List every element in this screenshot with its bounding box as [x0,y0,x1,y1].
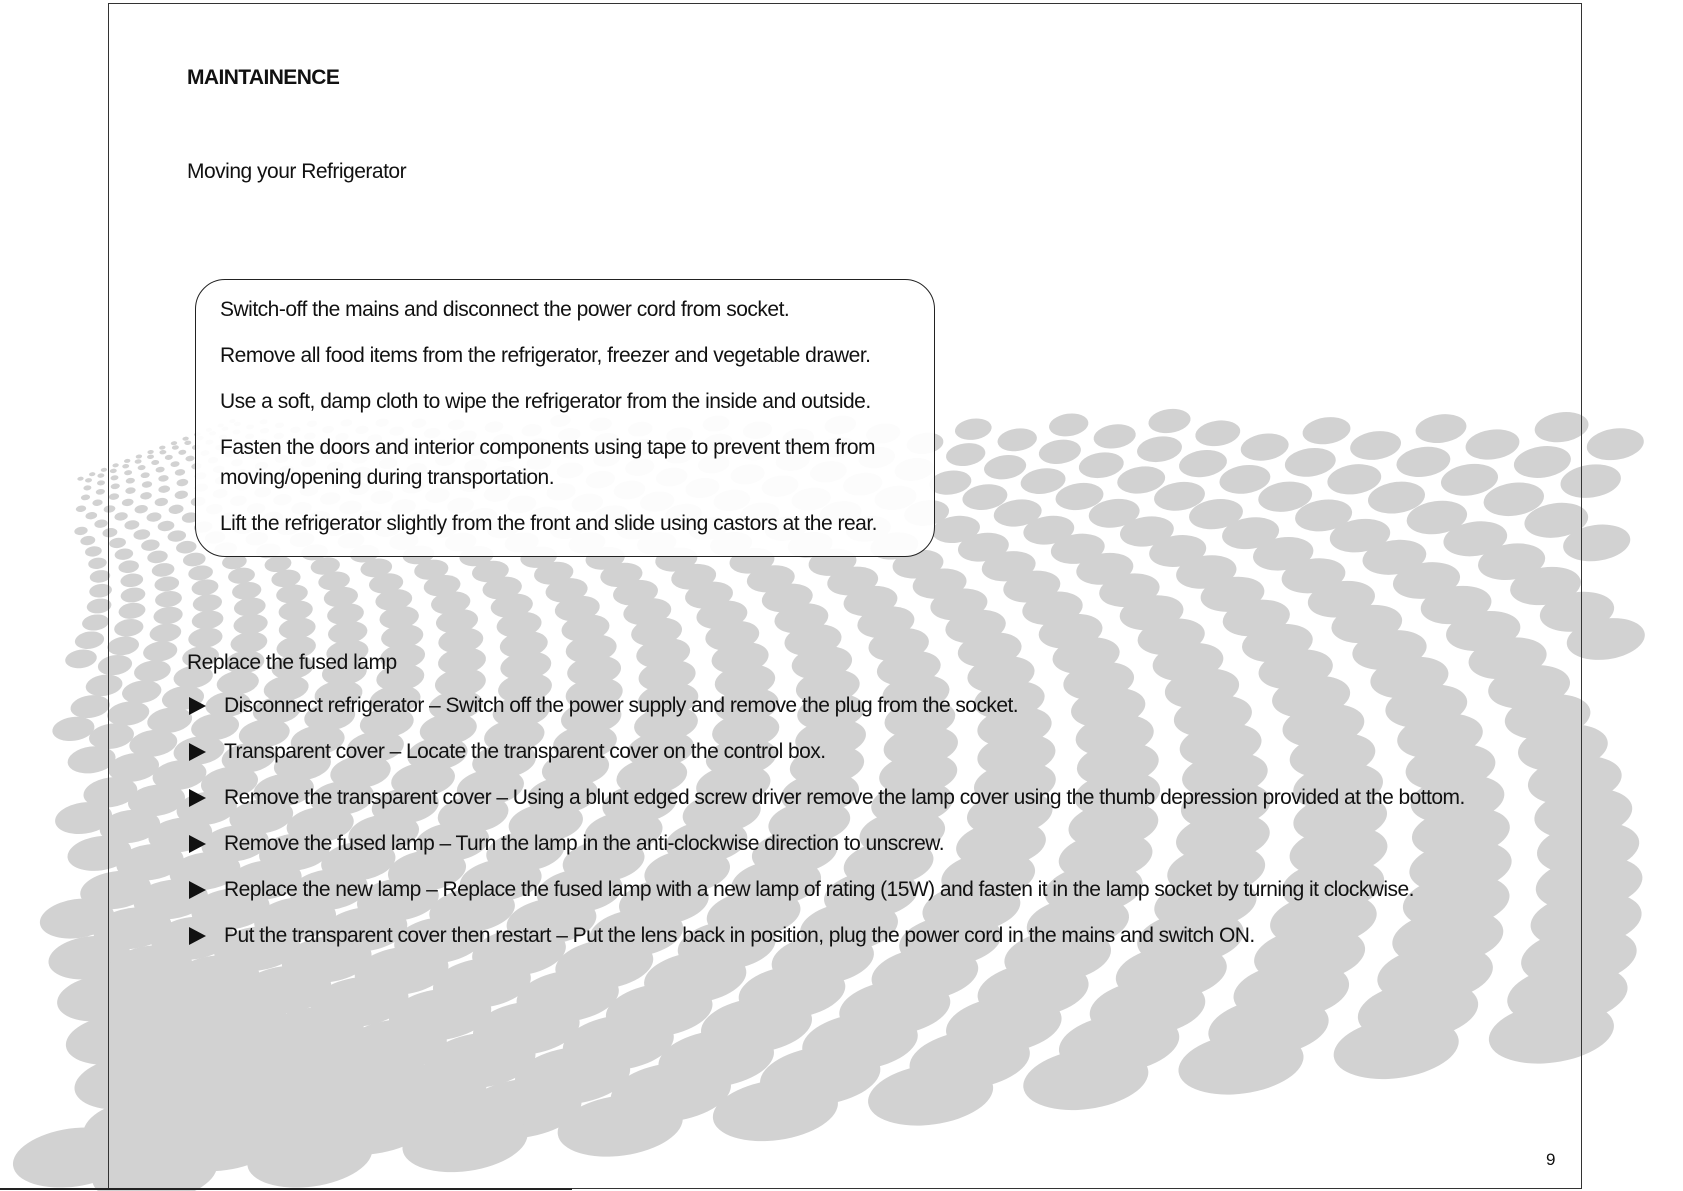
moving-section-title: Moving your Refrigerator [187,160,407,183]
triangle-right-icon [189,881,206,899]
halftone-dot [81,613,110,632]
bottom-rule [0,1188,572,1190]
triangle-right-icon [189,835,206,853]
halftone-dot [75,505,86,513]
halftone-dot [85,478,93,483]
lamp-step-text: Remove the transparent cover – Using a blunt edged screw driver remove the lamp cover using the thumb depression provided at the bottom. [224,786,1465,809]
halftone-dot [95,488,105,495]
moving-step-4-continued: moving/opening during transportation. [220,466,555,489]
halftone-dot [88,556,108,570]
halftone-dot [85,511,98,520]
halftone-dot [1585,425,1646,464]
moving-step-5: Lift the refrigerator slightly from the front and slide using castors at the rear. [220,512,878,535]
halftone-dot [84,545,102,557]
triangle-right-icon [189,743,206,761]
lamp-step-text: Replace the new lamp – Replace the fused lamp with a new lamp of rating (15W) and fasten it in the lamp socket by turning it clockwise. [224,878,1414,901]
halftone-dot [77,476,84,481]
halftone-dot [81,494,91,501]
halftone-dot [97,473,105,478]
triangle-right-icon [189,789,206,807]
triangle-right-icon [189,927,206,945]
moving-step-1: Switch-off the mains and disconnect the power cord from socket. [220,298,790,321]
moving-step-2: Remove all food items from the refrigerator, freezer and vegetable drawer. [220,344,871,367]
halftone-dot [83,485,92,491]
halftone-dot [97,480,106,486]
halftone-dot [100,467,107,472]
halftone-dot [89,472,96,477]
lamp-step-text: Put the transparent cover then restart – Put the lens back in position, plug the power cord in the mains and switch ON. [224,924,1255,947]
lamp-step-text: Remove the fused lamp – Turn the lamp in the anti-clockwise direction to unscrew. [224,832,944,855]
lamp-step-text: Disconnect refrigerator – Switch off the power supply and remove the plug from the socket. [224,694,1019,717]
triangle-right-icon [189,697,206,715]
halftone-dot [69,693,111,721]
halftone-dot [94,519,108,529]
moving-step-4: Fasten the doors and interior components using tape to prevent them from [220,436,876,459]
halftone-dot [64,648,98,671]
page-number: 9 [1546,1150,1556,1169]
halftone-dot [74,526,88,536]
halftone-dot [74,630,106,651]
page-heading: MAINTAINENCE [187,66,340,89]
moving-step-3: Use a soft, damp cloth to wipe the refrigerator from the inside and outside. [220,390,871,413]
halftone-dot [92,499,103,507]
lamp-step-text: Transparent cover – Locate the transparent cover on the control box. [224,740,826,763]
halftone-dot [80,535,96,546]
lamp-section-title: Replace the fused lamp [187,651,397,674]
